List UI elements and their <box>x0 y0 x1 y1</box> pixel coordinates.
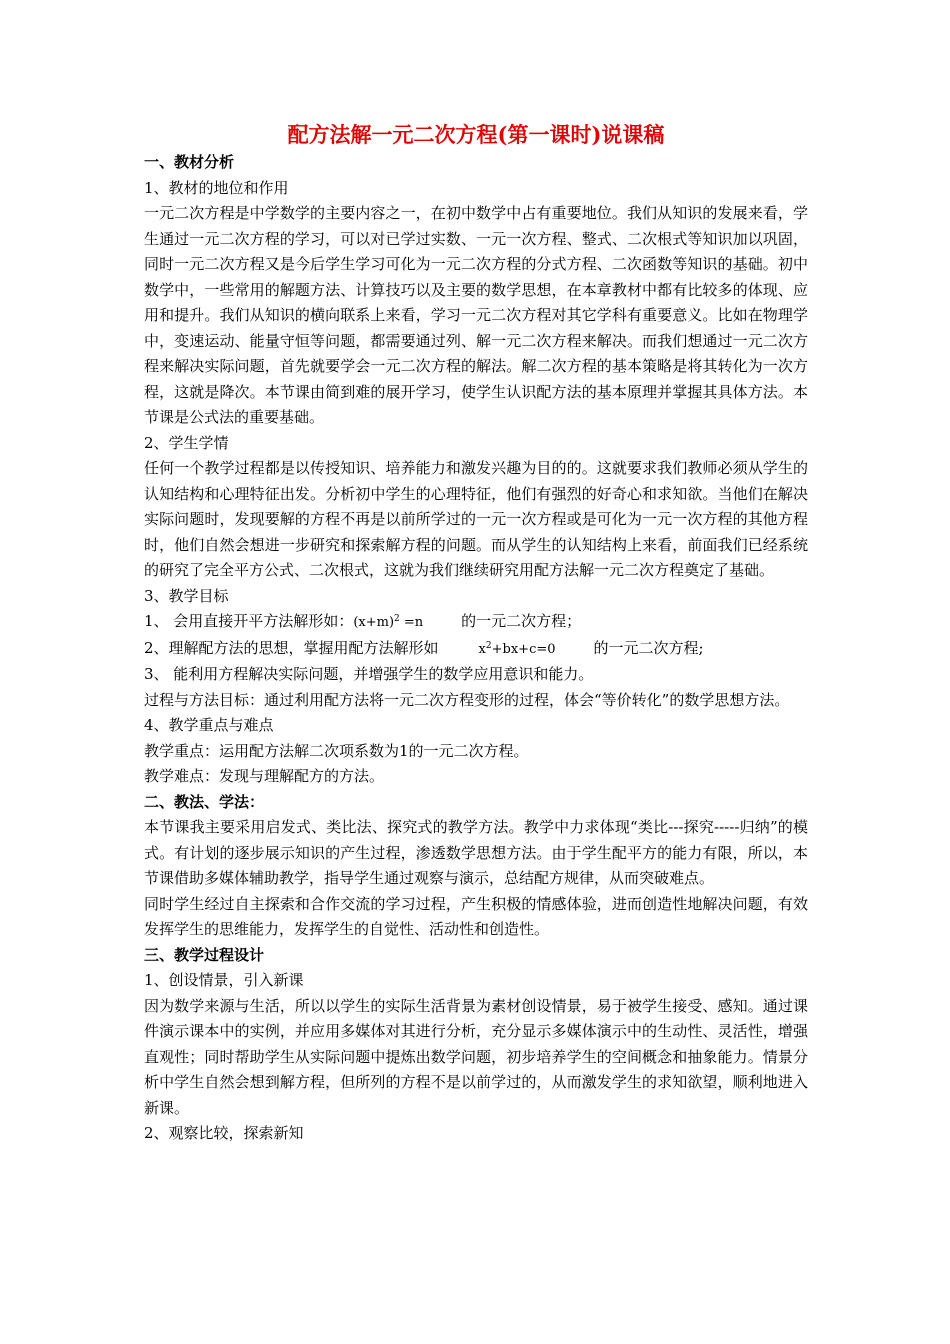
goal-text: 的一元二次方程; <box>593 638 704 657</box>
section-heading-2: 二、教法、学法： <box>144 792 265 811</box>
document-page <box>144 120 808 1147</box>
document-title: 配方法解一元二次方程(第一课时)说课稿 <box>287 122 665 147</box>
goal-text: 的一元二次方程； <box>461 612 582 630</box>
goal-item-1 <box>144 609 808 636</box>
difficult-point: 教学难点：发现与理解配方的方法。 <box>144 767 385 785</box>
section-heading-1: 一、教材分析 <box>144 153 235 171</box>
goal-item-2 <box>144 636 808 663</box>
section-heading-3: 三、教学过程设计 <box>144 945 265 964</box>
subsection-heading: 2、学生学情 <box>144 433 229 452</box>
key-point: 教学重点：运用配方法解二次项系数为1的一元二次方程。 <box>144 741 529 760</box>
goal-text: 2、理解配方法的思想，掌握用配方法解形如 <box>144 638 439 657</box>
subsection-heading: 3、教学目标 <box>144 586 229 605</box>
paragraph: 过程与方法目标：通过利用配方法将一元二次方程变形的过程，体会“等价转化”的数学思想方法。 <box>144 690 790 709</box>
goal-text: 1、 会用直接开平方法解形如： <box>144 612 354 630</box>
formula: $(x+m)^2 =n$ <box>353 614 424 630</box>
subsection-heading: 1、创设情景，引入新课 <box>144 971 304 989</box>
subsection-heading: 4、教学重点与难点 <box>144 716 274 734</box>
paragraph: 因为数学来源与生活，所以以学生的实际生活背景为素材创设情景，易于被学生接受、感知。通过课件演示课本中的实例，并应用多媒体对其进行分析，充分显示多媒体演示中的生动性、灵活性，增强直观性；同时帮助学生从实际问题中提炼出数学问题，初步培养学生的空间概念和抽象能力。情景分析中学生自然会想到解方程，但所列的方程不是以前学过的，从而激发学生的求知欲望，顺利地进入新课。 <box>144 996 808 1117</box>
goal-item-3: 3、 能利用方程解决实际问题，并增强学生的数学应用意识和能力。 <box>144 665 594 683</box>
paragraph: 一元二次方程是中学数学的主要内容之一，在初中数学中占有重要地位。我们从知识的发展来看，学生通过一元二次方程的学习，可以对已学过实数、一元一次方程、整式、二次根式等知识加以巩固，同时一元二次方程又是今后学生学习可化为一元二次方程的分式方程、二次函数等知识的基础。初中数学中，一些常用的解题方法、计算技巧以及主要的数学思想，在本章教材中都有比较多的体现、应用和提升。我们从知识的横向联系上来看，学习一元二次方程对其它学科有重要意义。比如在物理学中，变速运动、能量守恒等问题，都需要通过列、解一元二次方程来解决。而我们想通过一元二次方程来解决实际问题，首先就要学会一元二次方程的解法。解二次方程的基本策略是将其转化为一次方程，这就是降次。本节课由简到难的展开学习，使学生认识配方法的基本原理并掌握其具体方法。本节课是公式法的重要基础。 <box>144 204 808 426</box>
paragraph: 任何一个教学过程都是以传授知识、培养能力和激发兴趣为目的的。这就要求我们教师必须从学生的认知结构和心理特征出发。分析初中学生的心理特征，他们有强烈的好奇心和求知欲。当他们在解决实际问题时，发现要解的方程不再是以前所学过的一元一次方程或是可化为一元一次方程的其他方程时，他们自然会想进一步研究和探索解方程的问题。而从学生的认知结构上来看，前面我们已经系统的研究了完全平方公式、二次根式，这就为我们继续研究用配方法解一元二次方程奠定了基础。 <box>144 459 808 579</box>
subsection-heading: 1、教材的地位和作用 <box>144 178 289 197</box>
paragraph: 同时学生经过自主探索和合作交流的学习过程，产生积极的情感体验，进而创造性地解决问题，有效发挥学生的思维能力，发挥学生的自觉性、活动性和创造性。 <box>144 894 808 938</box>
subsection-heading: 2、观察比较，探索新知 <box>144 1124 304 1142</box>
paragraph: 本节课我主要采用启发式、类比法、探究式的教学方法。教学中力求体现“类比---探究-----归纳”的模式。有计划的逐步展示知识的产生过程，渗透数学思想方法。由于学生配平方的能力有限，所以，本节课借助多媒体辅助教学，指导学生通过观察与演示，总结配方规律，从而突破难点。 <box>144 818 808 887</box>
formula: $x^2+bx+c=0$ <box>478 640 556 657</box>
